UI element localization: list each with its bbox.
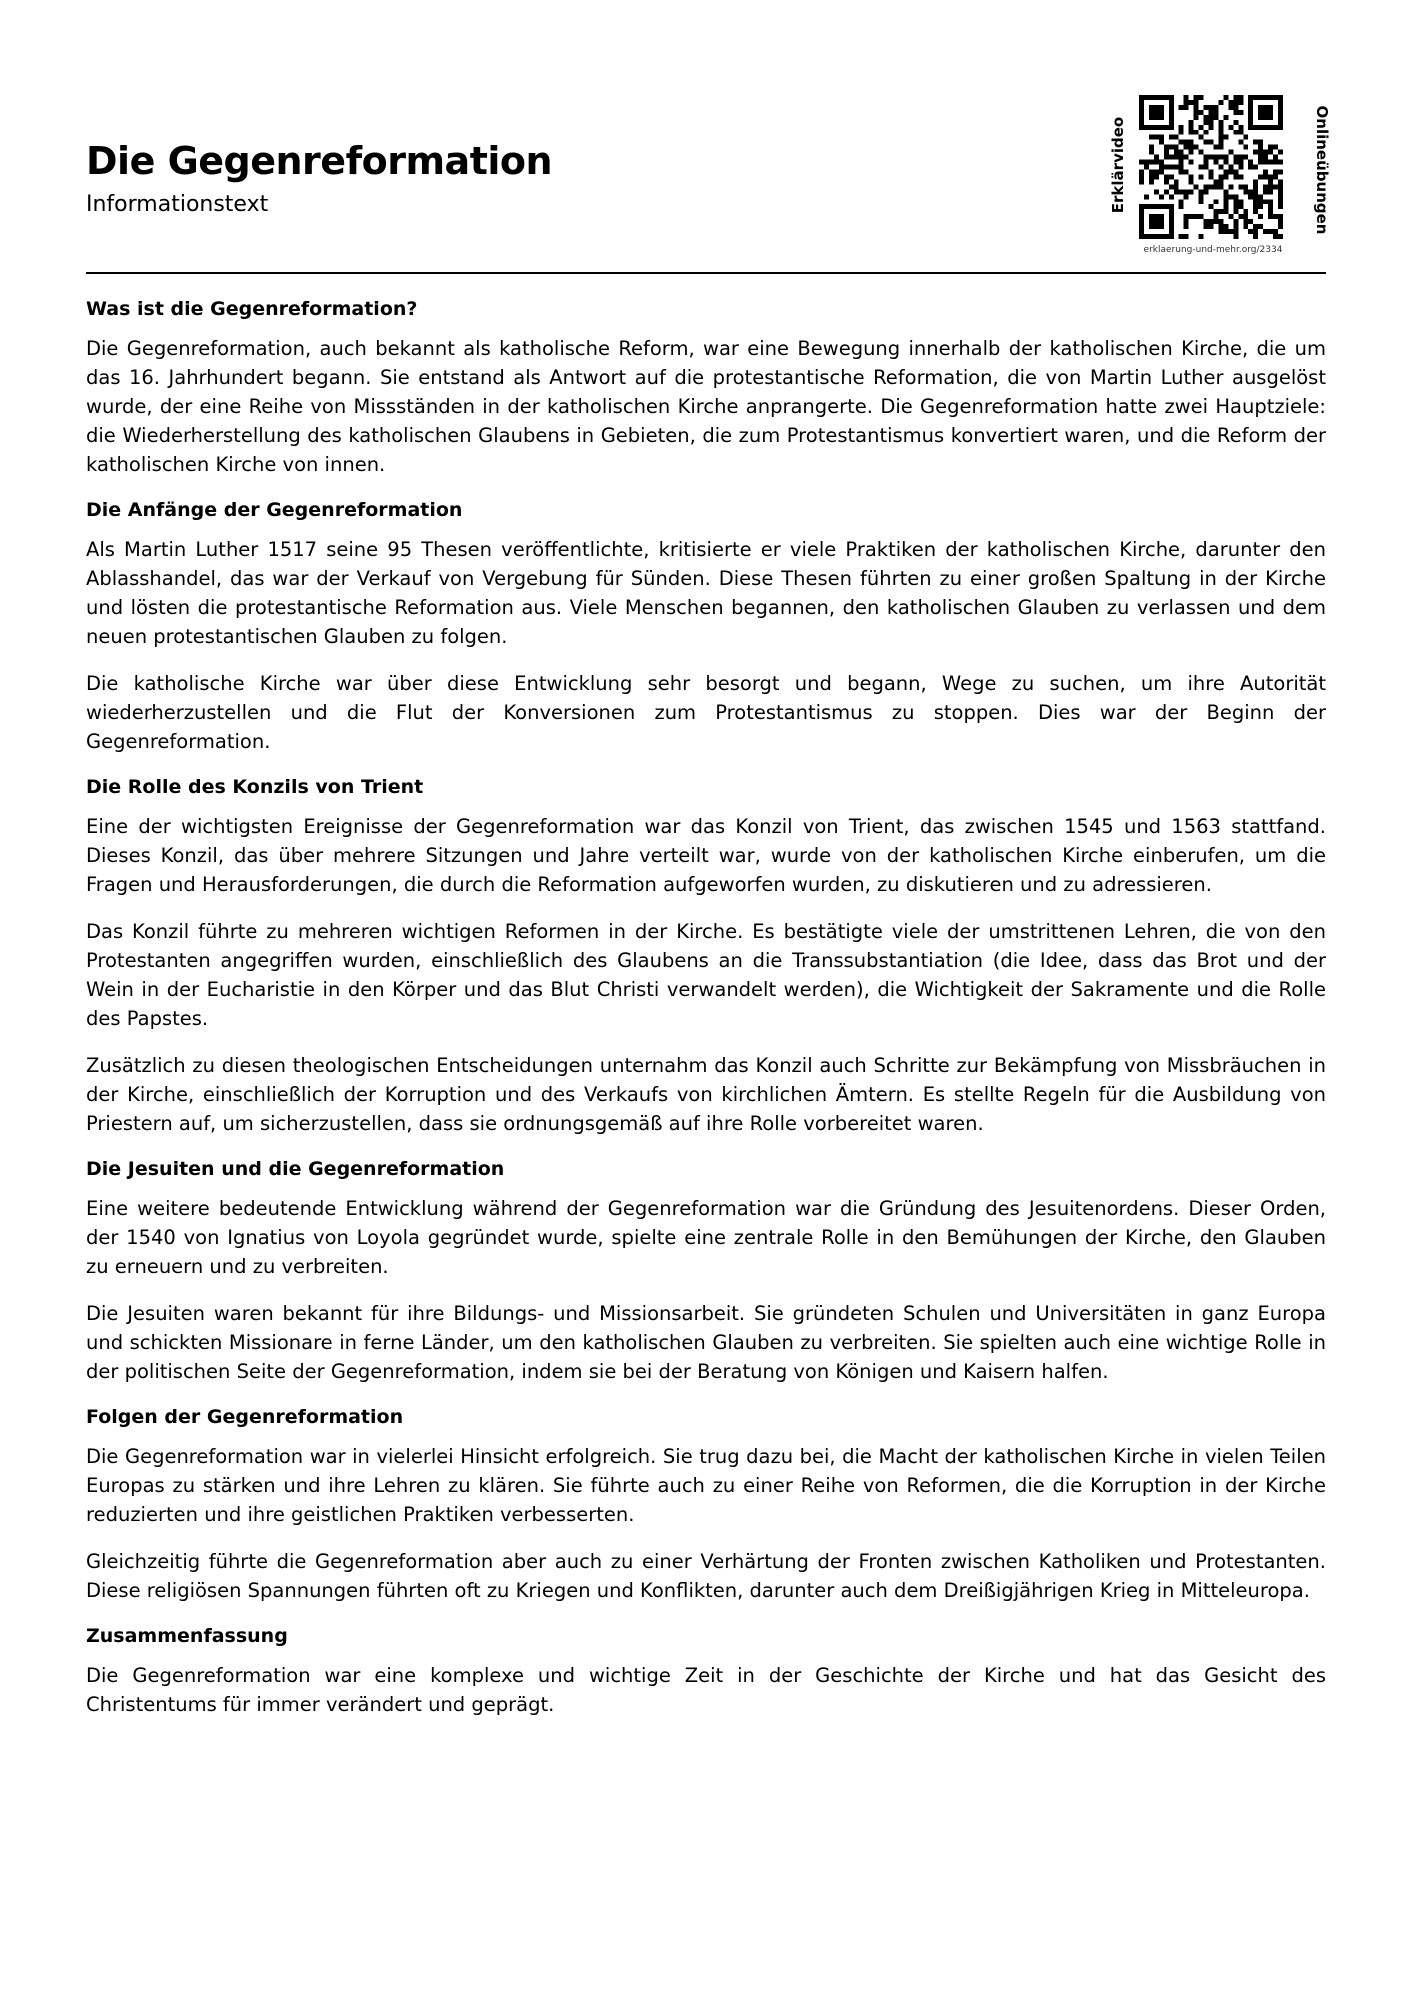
page-subtitle: Informationstext	[86, 192, 269, 217]
paragraph: Als Martin Luther 1517 seine 95 Thesen veröffentlichte, kritisierte er viele Praktiken der katholischen Kirche, darunter den Ablasshandel, das war der Verkauf von Vergebung für Sünden. Diese Thesen führten zu einer großen Spaltung in der Kirche und lösten die protestantische Reformation aus. Viele Menschen begannen, den katholischen Glauben zu verlassen und dem neuen protestantischen Glauben zu folgen.	[86, 538, 1326, 648]
section-konzil	[86, 774, 1326, 1138]
page-title: Die Gegenreformation	[86, 139, 553, 183]
paragraph: Zusätzlich zu diesen theologischen Entscheidungen unternahm das Konzil auch Schritte zur Bekämpfung von Missbräuchen in der Kirche, einschließlich der Korruption und des Verkaufs von kirchlichen Ämtern. Es stellte Regeln für die Ausbildung von Priestern auf, um sicherzustellen, dass sie ordnungsgemäß auf ihre Rolle vorbereitet waren.	[86, 1054, 1326, 1135]
section-heading: Die Rolle des Konzils von Trient	[86, 776, 424, 798]
paragraph: Gleichzeitig führte die Gegenreformation aber auch zu einer Verhärtung der Fronten zwischen Katholiken und Protestanten. Diese religiösen Spannungen führten oft zu Kriegen und Konflikten, darunter auch dem Dreißigjährigen Krieg in Mitteleuropa.	[86, 1550, 1326, 1602]
paragraph: Die Gegenreformation war eine komplexe und wichtige Zeit in der Geschichte der Kirche und hat das Gesicht des Christentums für immer verändert und geprägt.	[86, 1664, 1326, 1716]
paragraph: Eine weitere bedeutende Entwicklung während der Gegenreformation war die Gründung des Jesuitenordens. Dieser Orden, der 1540 von Ignatius von Loyola gegründet wurde, spielte eine zentrale Rolle in den Bemühungen der Kirche, den Glauben zu erneuern und zu verbreiten.	[86, 1197, 1326, 1278]
paragraph: Eine der wichtigsten Ereignisse der Gegenreformation war das Konzil von Trient, das zwischen 1545 und 1563 stattfand. Dieses Konzil, das über mehrere Sitzungen und Jahre verteilt war, wurde von der katholischen Kirche einberufen, um die Fragen und Herausforderungen, die durch die Reformation aufgeworfen wurden, zu diskutieren und zu adressieren.	[86, 815, 1326, 896]
section-zusammenfassung	[86, 1623, 1326, 1719]
section-heading: Die Jesuiten und die Gegenreformation	[86, 1158, 505, 1180]
paragraph: Das Konzil führte zu mehreren wichtigen Reformen in der Kirche. Es bestätigte viele der umstrittenen Lehren, die von den Protestanten angegriffen wurden, einschließlich des Glaubens an die Transsubstantiation (die Idee, dass das Brot und der Wein in der Eucharistie in den Körper und das Blut Christi verwandelt werden), die Wichtigkeit der Sakramente und die Rolle des Papstes.	[86, 920, 1326, 1030]
section-jesuiten	[86, 1156, 1326, 1386]
qr-label-video: Erklärvideo	[1109, 116, 1127, 214]
paragraph: Die Gegenreformation, auch bekannt als katholische Reform, war eine Bewegung innerhalb der katholischen Kirche, die um das 16. Jahrhundert begann. Sie entstand als Antwort auf die protestantische Reformation, die von Martin Luther ausgelöst wurde, der eine Reihe von Missständen in der katholischen Kirche anprangerte. Die Gegenreformation hatte zwei Hauptziele: die Wiederherstellung des katholischen Glaubens in Gebieten, die zum Protestantismus konvertiert waren, und die Reform der katholischen Kirche von innen.	[86, 337, 1326, 476]
paragraph: Die katholische Kirche war über diese Entwicklung sehr besorgt und begann, Wege zu suchen, um ihre Autorität wiederherzustellen und die Flut der Konversionen zum Protestantismus zu stoppen. Dies war der Beginn der Gegenreformation.	[86, 672, 1326, 753]
paragraph: Die Gegenreformation war in vielerlei Hinsicht erfolgreich. Sie trug dazu bei, die Macht der katholischen Kirche in vielen Teilen Europas zu stärken und ihre Lehren zu klären. Sie führte auch zu einer Reihe von Reformen, die die Korruption in der Kirche reduzierten und ihre geistlichen Praktiken verbesserten.	[86, 1445, 1326, 1526]
paragraph: Die Jesuiten waren bekannt für ihre Bildungs- und Missionsarbeit. Sie gründeten Schulen und Universitäten in ganz Europa und schickten Missionare in ferne Länder, um den katholischen Glauben zu verbreiten. Sie spielten auch eine wichtige Rolle in der politischen Seite der Gegenreformation, indem sie bei der Beratung von Königen und Kaisern halfen.	[86, 1302, 1326, 1383]
document-body	[86, 296, 1326, 1737]
section-folgen	[86, 1404, 1326, 1605]
section-anfaenge	[86, 497, 1326, 756]
section-heading: Folgen der Gegenreformation	[86, 1406, 404, 1428]
section-heading: Die Anfänge der Gegenreformation	[86, 499, 463, 521]
header-divider	[86, 272, 1326, 274]
section-was-ist	[86, 296, 1326, 479]
qr-label-exercises: Onlineübungen	[1313, 105, 1331, 235]
section-heading: Was ist die Gegenreformation?	[86, 298, 418, 320]
section-heading: Zusammenfassung	[86, 1625, 288, 1647]
qr-url-text: erklaerung-und-mehr.org/2334	[1143, 245, 1283, 255]
qr-code-icon[interactable]	[1139, 95, 1283, 239]
qr-code-block	[1105, 95, 1335, 265]
